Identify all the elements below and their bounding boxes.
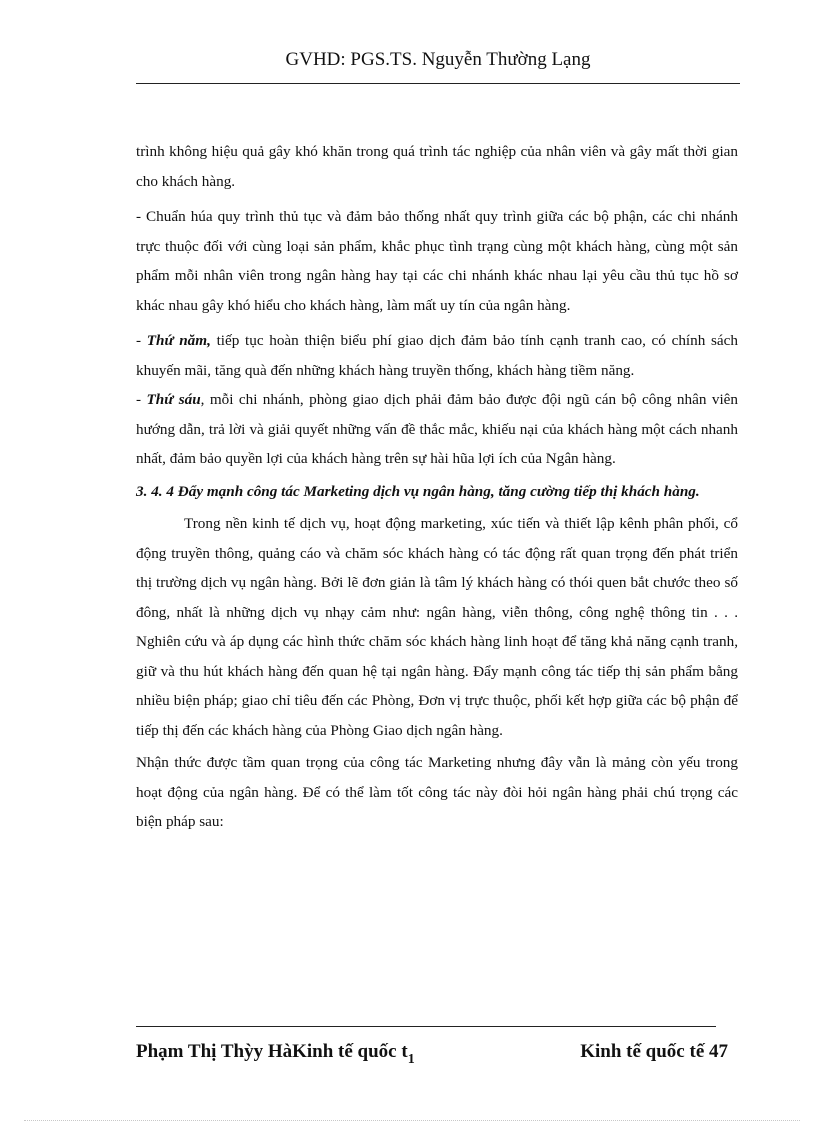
paragraph-sixth: [136, 385, 738, 474]
footer-author: [136, 1040, 415, 1072]
page-edge-line: [24, 1120, 800, 1121]
bullet-dash: -: [136, 391, 147, 408]
paragraph-awareness: Nhận thức được tầm quan trọng của công tác Marketing nhưng đây vẫn là mảng còn yếu trong hoạt động của ngân hàng. Để có thể làm tốt công tác này đòi hỏi ngân hàng phải chú trọng các biện pháp sau:: [136, 754, 738, 830]
header-divider: [136, 83, 740, 84]
page-footer: [136, 1040, 728, 1072]
page-header: [136, 48, 740, 72]
emphasis-fifth: Thứ năm,: [146, 332, 211, 349]
header-title: GVHD: PGS.TS. Nguyễn Thường Lạng: [285, 49, 591, 70]
paragraph-marketing: Trong nền kinh tế dịch vụ, hoạt động marketing, xúc tiến và thiết lập kênh phân phối, cổ động truyền thông, quảng cáo và chăm sóc khách hàng có tác động rất quan trọng đến phát triển thị trường dịch vụ ngân hàng. Bởi lẽ đơn giản là tâm lý khách hàng có thói quen bắt chước theo số đông, nhất là những dịch vụ nhạy cảm như: ngân hàng, viễn thông, công nghệ thông tin . . . Nghiên cứu và áp dụng các hình thức chăm sóc khách hàng linh hoạt để tăng khả năng cạnh tranh, giữ và thu hút khách hàng đến quan hệ tại ngân hàng. Đẩy mạnh công tác tiếp thị sản phẩm bằng nhiều biện pháp; giao chỉ tiêu đến các Phòng, Đơn vị trực thuộc, phối kết hợp giữa các bộ phận để tiếp thị đến các khách hàng của Phòng Giao dịch ngân hàng.: [136, 515, 738, 739]
page-body: [136, 137, 738, 837]
footer-author-text: Phạm Thị Thỳy HàKinh tế quốc t: [136, 1041, 408, 1062]
paragraph-fifth: [136, 326, 738, 385]
paragraph-continuation: trình không hiệu quả gây khó khăn trong quá trình tác nghiệp của nhân viên và gây mất thời gian cho khách hàng.: [136, 143, 738, 190]
section-heading: 3. 4. 4 Đẩy mạnh công tác Marketing dịch vụ ngân hàng, tăng cường tiếp thị khách hàng.: [136, 482, 700, 500]
paragraph-fifth-text: tiếp tục hoàn thiện biểu phí giao dịch đảm bảo tính cạnh tranh cao, có chính sách khuyến mãi, tăng quà đến những khách hàng truyền thống, khách hàng tiềm năng.: [136, 332, 738, 379]
paragraph-sixth-text: , mỗi chi nhánh, phòng giao dịch phải đảm bảo được đội ngũ cán bộ công nhân viên hướng dẫn, trả lời và giải quyết những vấn đề thắc mắc, khiếu nại của khách hàng một cách nhanh nhất, đảm bảo quyền lợi của khách hàng trên sự hài hũa lợi ích của Ngân hàng.: [136, 391, 739, 467]
footer-divider: [136, 1026, 716, 1027]
emphasis-sixth: Thứ sáu: [146, 391, 201, 408]
bullet-dash: -: [136, 332, 147, 349]
footer-author-subscript: 1: [407, 1052, 415, 1067]
paragraph-standardize: - Chuẩn húa quy trình thủ tục và đảm bảo thống nhất quy trình giữa các bộ phận, các chi nhánh trực thuộc đối với cùng loại sản phẩm, khắc phục tình trạng cùng một khách hàng, cùng một sản phẩm mỗi nhân viên trong ngân hàng hay tại các chi nhánh khác nhau lại yêu cầu thủ tục hồ sơ khác nhau gây khó hiểu cho khách hàng, làm mất uy tín của ngân hàng.: [136, 208, 738, 314]
footer-course: Kinh tế quốc tế 47: [580, 1041, 728, 1062]
